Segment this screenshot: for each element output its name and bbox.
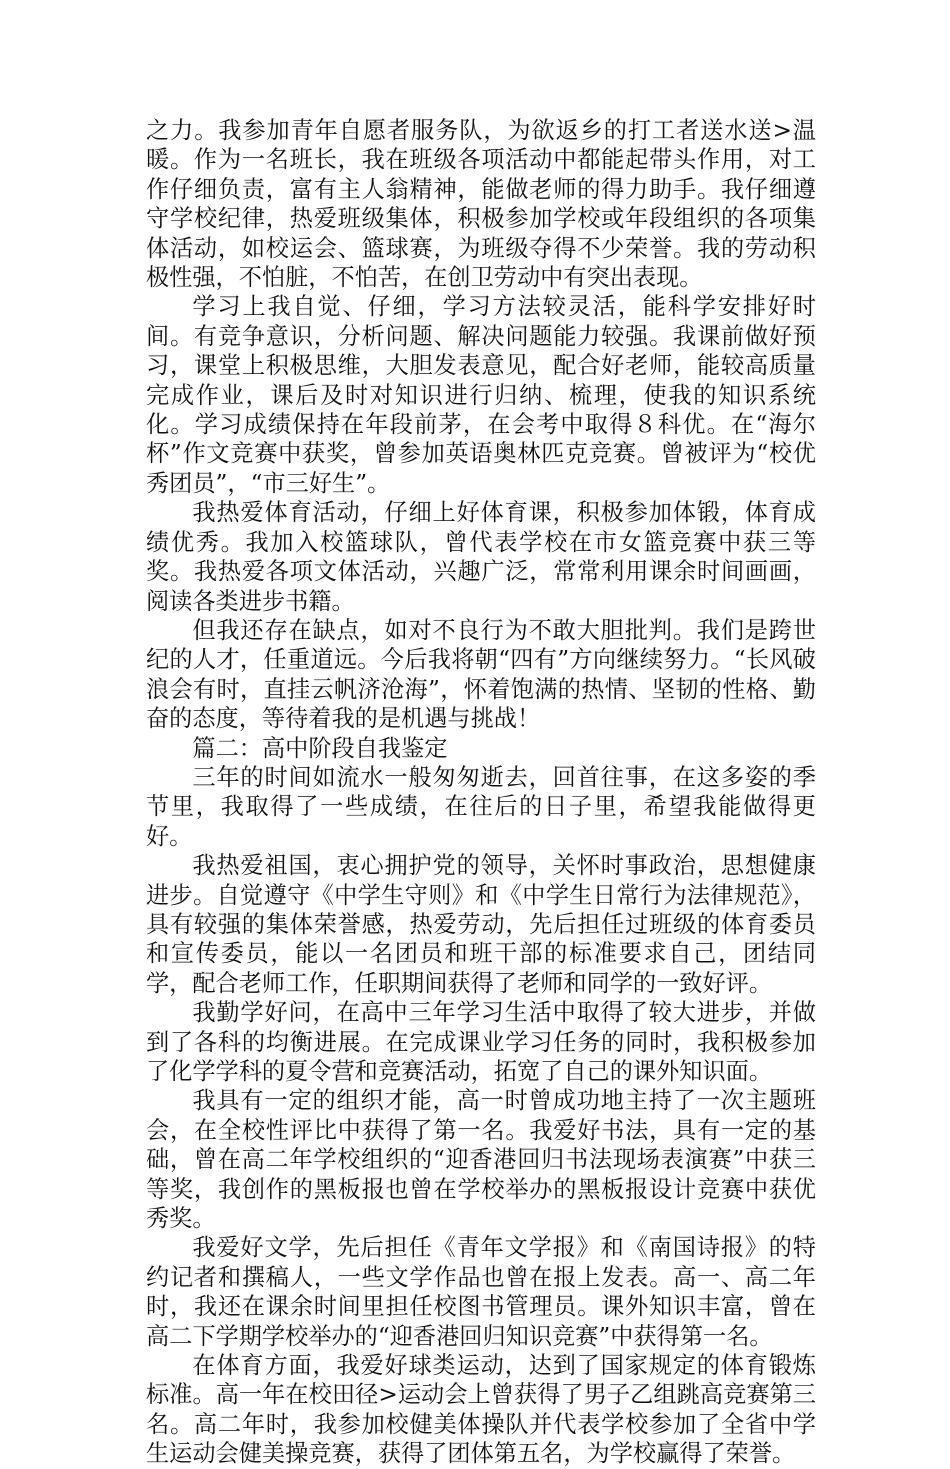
- paragraph-7: 我热爱祖国，衷心拥护党的领导，关怀时事政治，思想健康进步。自觉遵守《中学生守则》和《中学生日常行为法律规范》，具有较强的集体荣誉感，热爱劳动，先后担任过班级的体育委员和宣传委员，能以一名团员和班干部的标准要求自己，团结同学，配合老师工作，任职期间获得了老师和同学的一致好评。: [146, 852, 816, 997]
- document-page: [146, 116, 816, 1469]
- paragraph-1: 之力。我参加青年自愿者服务队，为欲返乡的打工者送水送>温暖。作为一名班长，我在班级各项活动中都能起带头作用，对工作仔细负责，富有主人翁精神，能做老师的得力助手。我仔细遵守学校纪律，热爱班级集体，积极参加学校或年段组织的各项集体活动，如校运会、篮球赛，为班级夺得不少荣誉。我的劳动积极性强，不怕脏，不怕苦，在创卫劳动中有突出表现。: [146, 117, 816, 292]
- paragraph-2: 学习上我自觉、仔细，学习方法较灵活，能科学安排好时间。有竞争意识，分析问题、解决问题能力较强。我课前做好预习，课堂上积极思维，大胆发表意见，配合好老师，能较高质量完成作业，课后及时对知识进行归纳、梳理，使我的知识系统化。学习成绩保持在年段前茅，在会考中取得８科优。在“海尔杯”作文竞赛中获奖，曾参加英语奥林匹克竞赛。曾被评为“校优秀团员”，“市三好生”。: [146, 293, 816, 497]
- paragraph-4: 但我还存在缺点，如对不良行为不敢大胆批判。我们是跨世纪的人才，任重道远。今后我将朝“四有”方向继续努力。“长风破浪会有时，直挂云帆济沧海”，怀着饱满的热情、坚韧的性格、勤奋的态度，等待着我的是机遇与挑战！: [146, 616, 816, 733]
- section-heading: 篇二：高中阶段自我鉴定: [192, 734, 448, 762]
- paragraph-8: 我勤学好问，在高中三年学习生活中取得了较大进步，并做到了各科的均衡进展。在完成课业学习任务的同时，我积极参加了化学学科的夏令营和竞赛活动，拓宽了自己的课外知识面。: [146, 999, 816, 1085]
- paragraph-6: 三年的时间如流水一般匆匆逝去，回首往事，在这多姿的季节里，我取得了一些成绩，在往后的日子里，希望我能做得更好。: [146, 763, 816, 850]
- paragraph-3: 我热爱体育活动，仔细上好体育课，积极参加体锻，体育成绩优秀。我加入校篮球队，曾代表学校在市女篮竞赛中获三等奖。我热爱各项文体活动，兴趣广泛，常常利用课余时间画画，阅读各类进步书籍。: [146, 499, 816, 615]
- paragraph-10: 我爱好文学，先后担任《青年文学报》和《南国诗报》的特约记者和撰稿人，一些文学作品也曾在报上发表。高一、高二年时，我还在课余时间里担任校图书管理员。课外知识丰富，曾在高二下学期学校举办的“迎香港回归知识竞赛”中获得第一名。: [146, 1234, 816, 1350]
- paragraph-9: 我具有一定的组织才能，高一时曾成功地主持了一次主题班会，在全校性评比中获得了第一名。我爱好书法，具有一定的基础，曾在高二年学校组织的“迎香港回归书法现场表演赛”中获三等奖，我创作的黑板报也曾在学校举办的黑板报设计竞赛中获优秀奖。: [146, 1087, 816, 1233]
- paragraph-11: 在体育方面，我爱好球类运动，达到了国家规定的体育锻炼标准。高一年在校田径>运动会上曾获得了男子乙组跳高竞赛第三名。高二年时，我参加校健美体操队并代表学校参加了全省中学生运动会健美操竞赛，获得了团体第五名，为学校赢得了荣誉。: [146, 1352, 816, 1468]
